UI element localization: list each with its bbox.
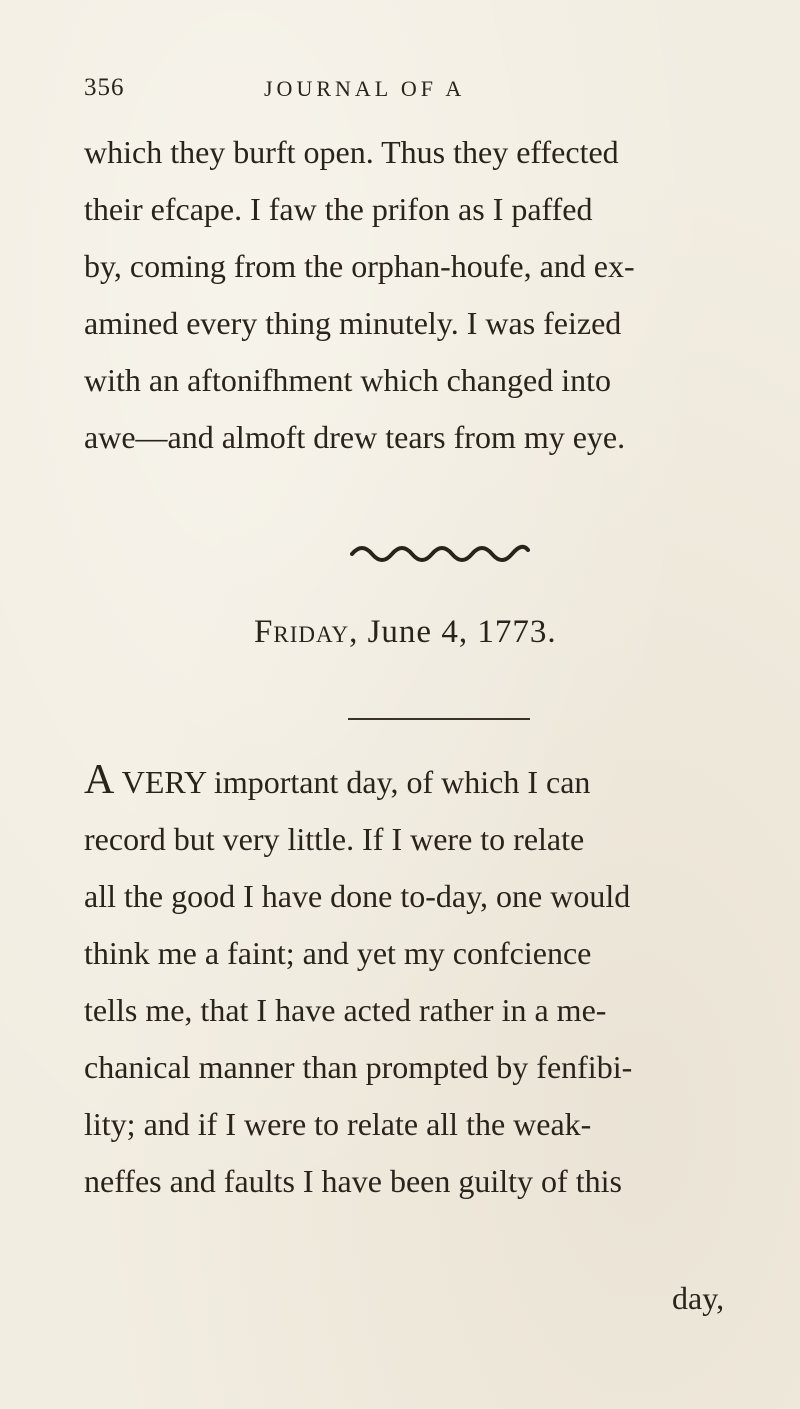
- text-line: awe—and almoft drew tears from my eye.: [84, 419, 626, 455]
- first-line-text: VERY important day, of which I can: [114, 764, 591, 800]
- heading-day: Friday: [254, 614, 350, 650]
- initial-letter: A: [84, 757, 115, 803]
- section-ornament: [350, 540, 530, 562]
- text-line: tells me, that I have acted rather in a me-: [84, 992, 607, 1028]
- text-line: their efcape. I faw the prifon as I paffed: [84, 191, 593, 227]
- paragraph-2: [84, 752, 734, 1210]
- text-line: neffes and faults I have been guilty of this: [84, 1163, 622, 1199]
- text-line-first: [84, 752, 734, 811]
- text-line: all the good I have done to-day, one would: [84, 878, 631, 914]
- text-line: record but very little. If I were to relate: [84, 821, 585, 857]
- running-title: JOURNAL OF A: [264, 76, 466, 101]
- catchword: day,: [672, 1280, 725, 1316]
- paragraph-1: [84, 124, 734, 466]
- text-line: with an aftonifhment which changed into: [84, 362, 611, 398]
- text-line: by, coming from the orphan-houfe, and ex-: [84, 248, 635, 284]
- entry-heading: [254, 614, 557, 651]
- text-line: chanical manner than prompted by fenfibi-: [84, 1049, 633, 1085]
- text-line: lity; and if I were to relate all the weak-: [84, 1106, 592, 1142]
- heading-date: , June 4, 1773.: [349, 614, 557, 650]
- page-number: 356: [84, 74, 125, 101]
- text-line: which they burft open. Thus they effected: [84, 134, 619, 170]
- running-head: [84, 68, 724, 108]
- text-line: amined every thing minutely. I was feized: [84, 305, 622, 341]
- text-line: think me a faint; and yet my confcience: [84, 935, 592, 971]
- heading-rule: [348, 718, 530, 720]
